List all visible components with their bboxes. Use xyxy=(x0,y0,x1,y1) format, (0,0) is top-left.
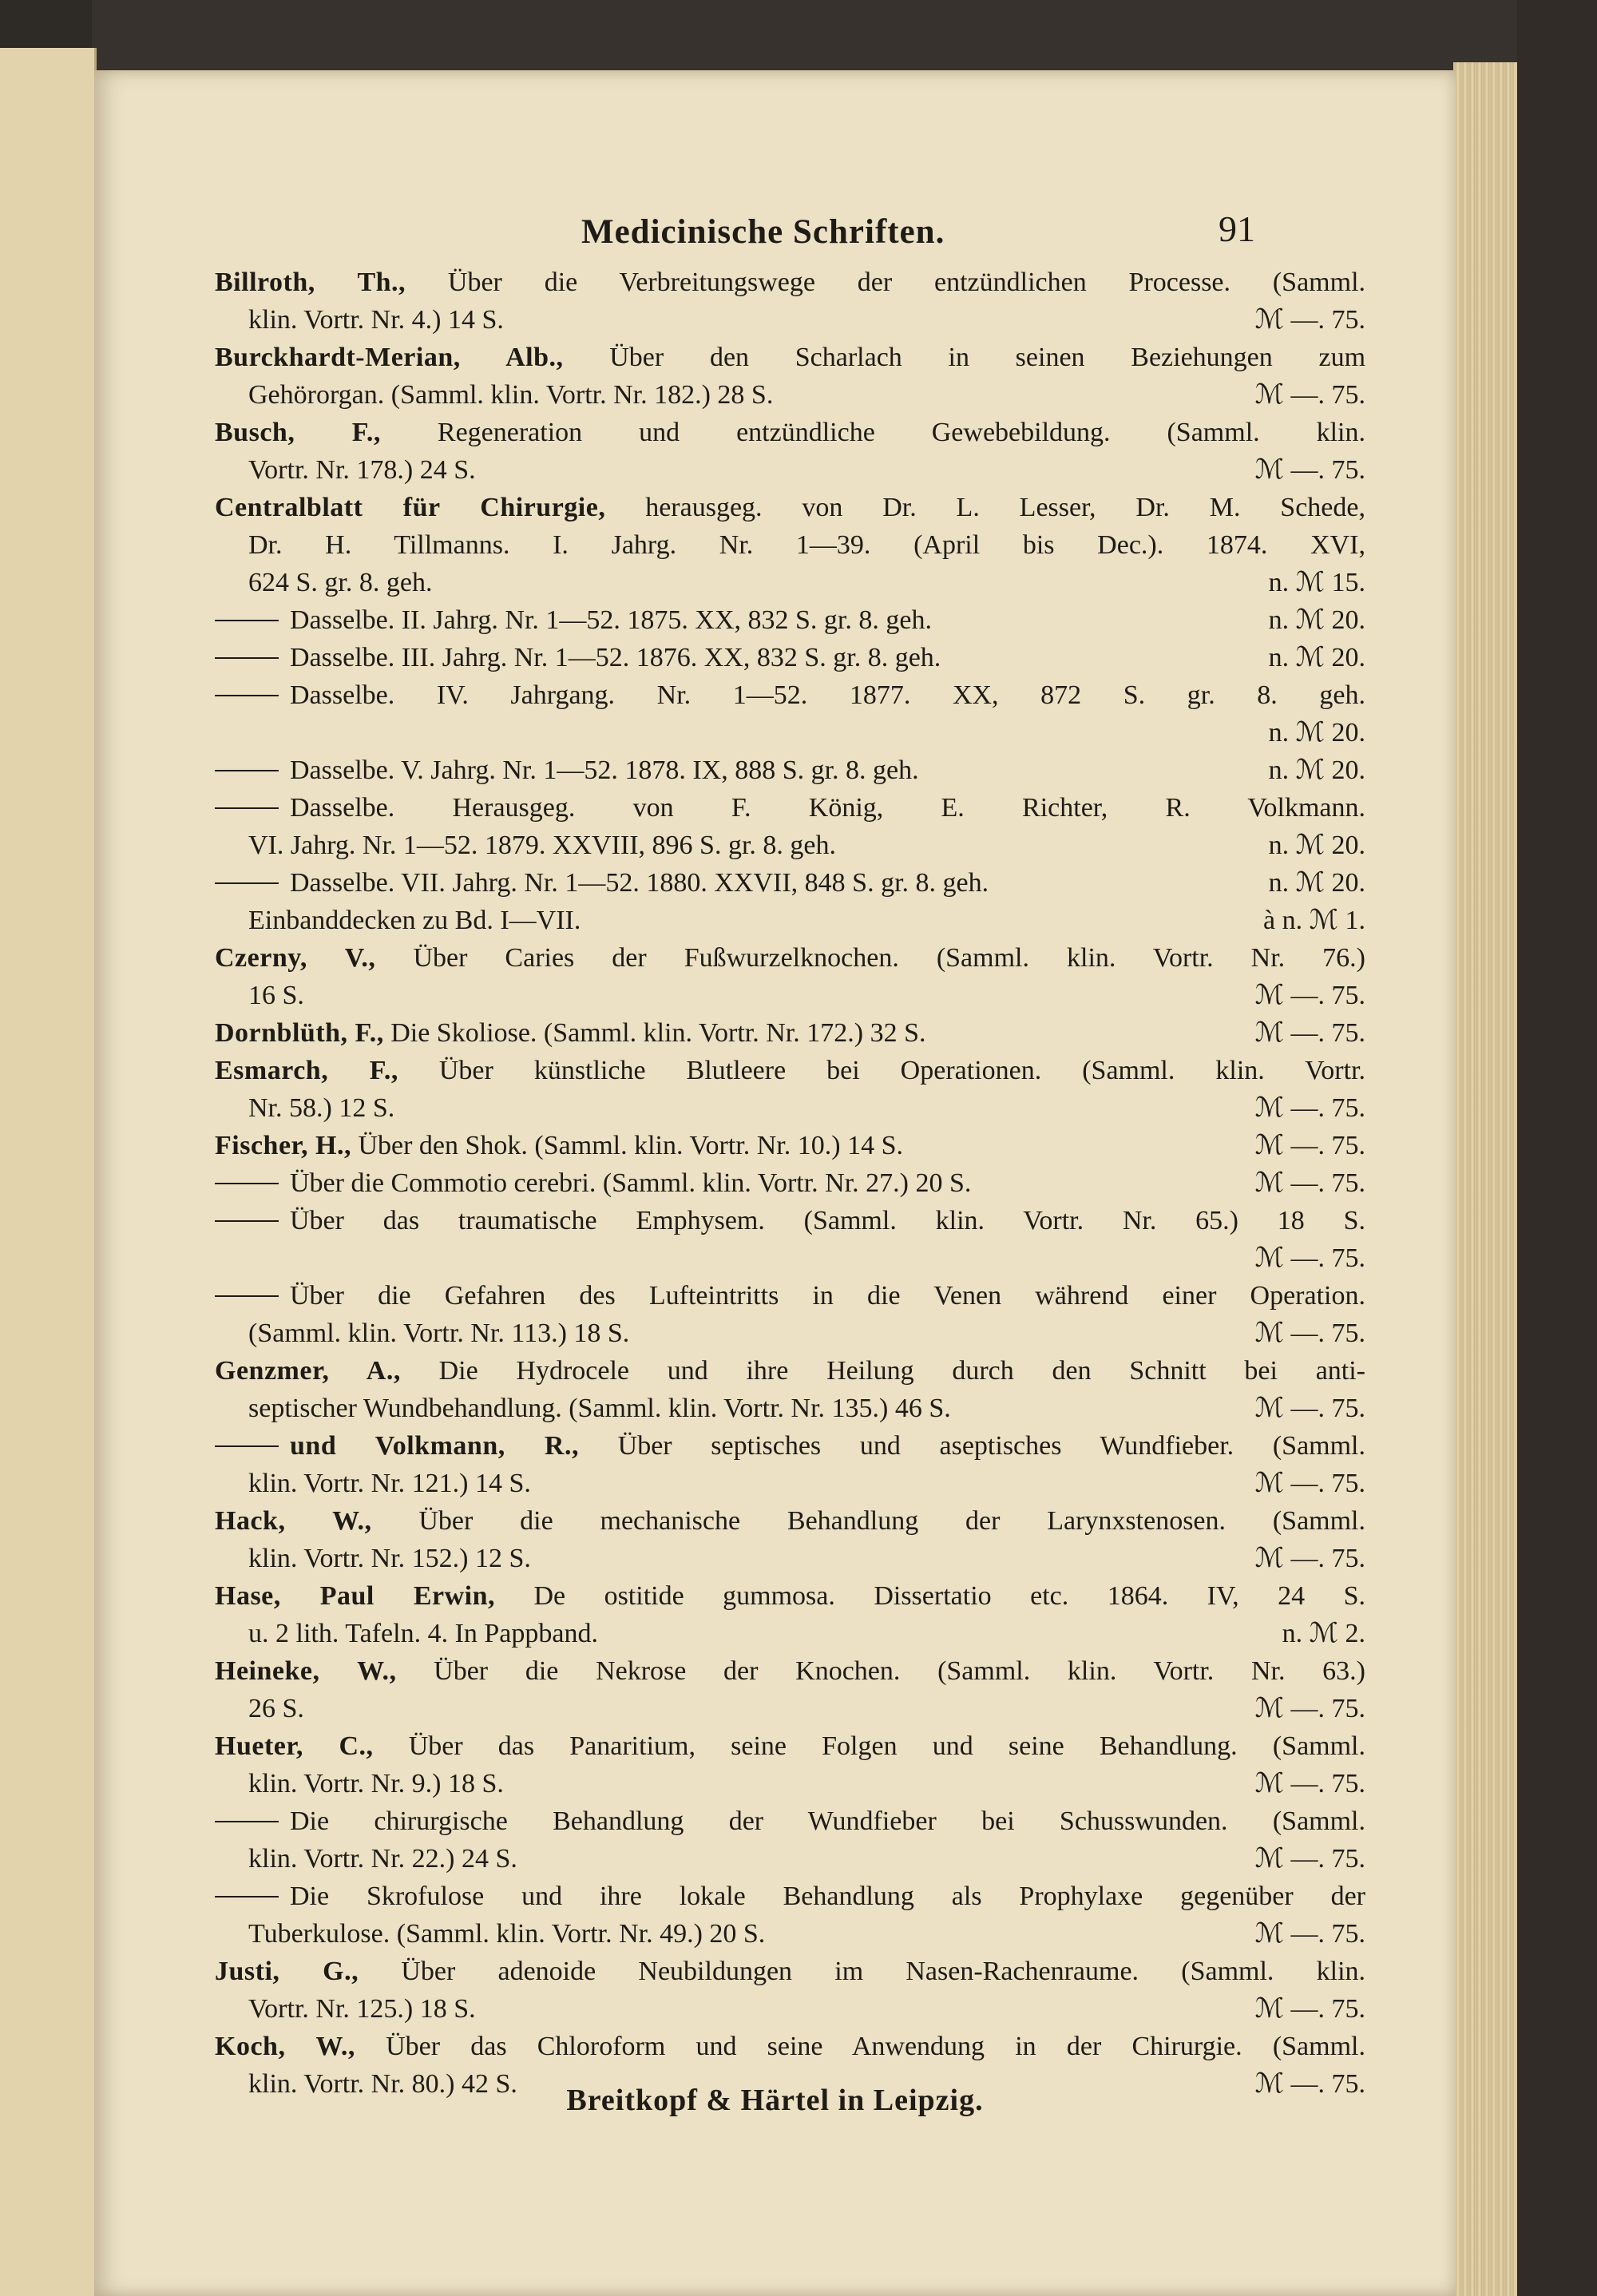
entry-line-first xyxy=(215,1014,1365,1052)
catalog-entry xyxy=(215,864,1365,939)
entry-text-group xyxy=(215,1656,1365,1686)
entry-line-continued xyxy=(215,1390,1365,1427)
entry-text: Vortr. Nr. 125.) 18 S. xyxy=(248,1994,476,2024)
entry-text-group xyxy=(215,343,1365,372)
catalog-entry xyxy=(215,339,1365,414)
author-name: Genzmer, A., xyxy=(215,1356,401,1386)
entry-text: De ostitide gummosa. Dissertatio etc. 1864. IV, 24 S. xyxy=(533,1581,1365,1611)
entry-price: ℳ —. 75. xyxy=(1254,1319,1365,1348)
entry-text-group xyxy=(215,1356,1365,1386)
entry-text: Über künstliche Blutleere bei Operationen. (Samml. klin. Vortr. xyxy=(438,1056,1366,1085)
entry-line-first xyxy=(215,789,1365,827)
entry-text-group xyxy=(248,827,836,864)
entry-text-group xyxy=(215,2032,1365,2061)
entry-text-group xyxy=(215,751,919,789)
author-name: Fischer, H., xyxy=(215,1131,351,1160)
entry-price: ℳ —. 75. xyxy=(1254,1844,1365,1874)
entry-text: Über die Commotio cerebri. (Samml. klin. Vortr. Nr. 27.) 20 S. xyxy=(290,1168,972,1198)
catalog-entry xyxy=(215,1727,1365,1802)
author-name: und Volkmann, R., xyxy=(290,1431,579,1461)
catalog-entry xyxy=(215,1577,1365,1652)
entry-price: ℳ —. 75. xyxy=(1254,455,1365,485)
page-number: 91 xyxy=(1219,208,1255,249)
author-name: Busch, F., xyxy=(215,418,381,447)
catalog-entry xyxy=(215,1052,1365,1127)
ditto-dash xyxy=(215,1821,279,1822)
entry-line-continued xyxy=(215,1615,1365,1652)
author-name: Heineke, W., xyxy=(215,1656,397,1686)
entry-line-first xyxy=(215,1352,1365,1390)
entry-text: herausgeg. von Dr. L. Lesser, Dr. M. Schede, xyxy=(645,493,1365,522)
catalog-entry xyxy=(215,264,1365,339)
entry-text-group xyxy=(215,1056,1365,1085)
entry-line-continued xyxy=(215,902,1365,939)
entry-text: klin. Vortr. Nr. 4.) 14 S. xyxy=(248,305,504,335)
entry-text-group xyxy=(248,1690,304,1727)
author-name: Esmarch, F., xyxy=(215,1056,398,1085)
entry-text-group xyxy=(215,639,941,676)
entry-line-continued xyxy=(215,1089,1365,1127)
entry-text: Über die Verbreitungswege der entzündlichen Processe. (Samml. xyxy=(447,268,1366,297)
entry-text-group xyxy=(248,1840,517,1878)
ditto-dash xyxy=(215,1295,279,1297)
entry-text-group xyxy=(248,1465,531,1502)
entry-line-first xyxy=(215,1577,1365,1615)
ditto-dash xyxy=(215,882,279,884)
ditto-dash xyxy=(215,807,279,809)
catalog-entries xyxy=(215,264,1365,2103)
entry-text: Über das Panaritium, seine Folgen und seine Behandlung. (Samml. xyxy=(408,1731,1365,1761)
entry-line-first xyxy=(215,1652,1365,1690)
entry-text-group xyxy=(215,601,932,639)
entry-text: Über das Chloroform und seine Anwendung in der Chirurgie. (Samml. xyxy=(386,2032,1365,2061)
entry-line-continued xyxy=(215,1690,1365,1727)
entry-text-group xyxy=(215,268,1365,297)
entry-price: ℳ —. 75. xyxy=(1254,1469,1365,1498)
entry-text-group xyxy=(248,1915,765,1953)
entry-text-group xyxy=(248,1615,598,1652)
entry-line-continued xyxy=(215,376,1365,414)
entry-text-group xyxy=(215,418,1365,447)
entry-text-group xyxy=(215,864,989,902)
entry-text: Die Skoliose. (Samml. klin. Vortr. Nr. 172.) 32 S. xyxy=(390,1018,926,1048)
entry-text-group xyxy=(248,451,476,489)
entry-text-group xyxy=(215,1431,1365,1461)
catalog-entry xyxy=(215,1277,1365,1352)
catalog-entry xyxy=(215,1352,1365,1427)
catalog-entry xyxy=(215,751,1365,789)
entry-text: Dasselbe. IV. Jahrgang. Nr. 1—52. 1877. XX, 872 S. gr. 8. geh. xyxy=(290,680,1365,710)
ditto-dash xyxy=(215,1220,279,1222)
entry-price: ℳ —. 75. xyxy=(1254,1994,1365,2024)
entry-line-first xyxy=(215,751,1365,789)
author-name: Hack, W., xyxy=(215,1506,372,1536)
entry-text: Dasselbe. III. Jahrg. Nr. 1—52. 1876. XX, 832 S. gr. 8. geh. xyxy=(290,643,941,672)
entry-text: Über die Nekrose der Knochen. (Samml. klin. Vortr. Nr. 63.) xyxy=(434,1656,1366,1686)
entry-text: Die Skrofulose und ihre lokale Behandlung als Prophylaxe gegenüber der xyxy=(290,1882,1365,1911)
entry-text: (Samml. klin. Vortr. Nr. 113.) 18 S. xyxy=(248,1319,630,1348)
entry-line-continued xyxy=(215,451,1365,489)
entry-line-first xyxy=(215,1727,1365,1765)
entry-text: VI. Jahrg. Nr. 1—52. 1879. XXVIII, 896 S. gr. 8. geh. xyxy=(248,831,836,860)
ditto-dash xyxy=(215,1445,279,1447)
entry-price: ℳ —. 75. xyxy=(1254,1544,1365,1573)
entry-price: ℳ —. 75. xyxy=(1254,981,1365,1010)
entry-line-continued xyxy=(215,1765,1365,1802)
facing-page-edge xyxy=(0,48,97,2296)
entry-line-first xyxy=(215,864,1365,902)
ditto-dash xyxy=(215,1896,279,1897)
entry-text-group xyxy=(215,1731,1365,1761)
entry-text-group xyxy=(215,1164,971,1202)
entry-text: Dr. H. Tillmanns. I. Jahrg. Nr. 1—39. (April bis Dec.). 1874. XVI, xyxy=(248,530,1365,560)
entry-text: Über den Scharlach in seinen Beziehungen zum xyxy=(609,343,1366,372)
entry-text: 16 S. xyxy=(248,981,304,1010)
ditto-dash xyxy=(215,695,279,696)
entry-text: Über das traumatische Emphysem. (Samml. klin. Vortr. Nr. 65.) 18 S. xyxy=(290,1206,1365,1235)
entry-price: n. ℳ 2. xyxy=(1282,1619,1365,1648)
entry-price: ℳ —. 75. xyxy=(1254,1168,1365,1198)
entry-text-group xyxy=(215,1206,1365,1235)
page-header xyxy=(94,190,1456,254)
entry-text: Dasselbe. V. Jahrg. Nr. 1—52. 1878. IX, 888 S. gr. 8. geh. xyxy=(290,755,919,785)
entry-text-group xyxy=(248,902,581,939)
entry-line-first xyxy=(215,939,1365,977)
entry-text-group xyxy=(215,1281,1365,1311)
author-name: Dornblüth, F., xyxy=(215,1018,384,1048)
entry-text: Über den Shok. (Samml. klin. Vortr. Nr. 10.) 14 S. xyxy=(358,1131,903,1160)
entry-line-continued xyxy=(215,1990,1365,2028)
entry-text: 624 S. gr. 8. geh. xyxy=(248,568,433,597)
entry-text-group xyxy=(248,1990,476,2028)
entry-price: ℳ —. 75. xyxy=(1254,1919,1365,1949)
entry-text: Über septisches und aseptisches Wundfieber. (Samml. xyxy=(617,1431,1366,1461)
entry-text: klin. Vortr. Nr. 152.) 12 S. xyxy=(248,1544,531,1573)
catalog-entry xyxy=(215,939,1365,1014)
entry-text-group xyxy=(215,1957,1365,1986)
entry-line-first xyxy=(215,1052,1365,1089)
entry-text-group xyxy=(248,564,432,601)
entry-price: ℳ —. 75. xyxy=(1254,1243,1365,1273)
book-cover-right xyxy=(1517,0,1597,2296)
entry-price: ℳ —. 75. xyxy=(1254,2069,1365,2099)
entry-text-group xyxy=(215,1506,1365,1536)
entry-text: Einbanddecken zu Bd. I—VII. xyxy=(248,906,581,935)
catalog-entry xyxy=(215,676,1365,751)
entry-text: Über die mechanische Behandlung der Larynxstenosen. (Samml. xyxy=(418,1506,1366,1536)
entry-text: u. 2 lith. Tafeln. 4. In Pappband. xyxy=(248,1619,598,1648)
entry-text: Dasselbe. Herausgeg. von F. König, E. Richter, R. Volkmann. xyxy=(290,793,1365,823)
entry-text-group xyxy=(248,1089,394,1127)
entry-line-first xyxy=(215,676,1365,714)
catalog-entry xyxy=(215,1953,1365,2028)
entry-text: klin. Vortr. Nr. 121.) 14 S. xyxy=(248,1469,531,1498)
entry-text-group xyxy=(215,1882,1365,1911)
author-name: Koch, W., xyxy=(215,2032,355,2061)
entry-text-group xyxy=(248,376,773,414)
entry-text-group xyxy=(248,977,304,1014)
catalog-entry xyxy=(215,601,1365,639)
entry-line-continued xyxy=(215,564,1365,601)
entry-text-group xyxy=(248,1390,951,1427)
author-name: Billroth, Th., xyxy=(215,268,406,297)
entry-text: Vortr. Nr. 178.) 24 S. xyxy=(248,455,476,485)
catalog-entry xyxy=(215,789,1365,864)
entry-line-continued xyxy=(215,1540,1365,1577)
entry-text-group xyxy=(248,1315,629,1352)
catalog-entry xyxy=(215,489,1365,601)
entry-line-continued xyxy=(215,977,1365,1014)
entry-text-group xyxy=(215,943,1365,973)
entry-line-first xyxy=(215,1277,1365,1315)
entry-text-group xyxy=(248,530,1365,560)
entry-text: Dasselbe. VII. Jahrg. Nr. 1—52. 1880. XXVII, 848 S. gr. 8. geh. xyxy=(290,868,989,898)
entry-text: klin. Vortr. Nr. 9.) 18 S. xyxy=(248,1769,504,1798)
entry-text: Nr. 58.) 12 S. xyxy=(248,1093,395,1123)
book-cover-top xyxy=(0,0,1597,76)
entry-text: Über Caries der Fußwurzelknochen. (Samml. klin. Vortr. Nr. 76.) xyxy=(413,943,1366,973)
entry-text-group xyxy=(248,1765,504,1802)
author-name: Justi, G., xyxy=(215,1957,359,1986)
entry-line-first xyxy=(215,1502,1365,1540)
ditto-dash xyxy=(215,1183,279,1184)
entry-line-first xyxy=(215,1802,1365,1840)
entry-text: Tuberkulose. (Samml. klin. Vortr. Nr. 49.) 20 S. xyxy=(248,1919,766,1949)
entry-line-first xyxy=(215,414,1365,451)
catalog-entry xyxy=(215,1652,1365,1727)
entry-text: Die chirurgische Behandlung der Wundfieber bei Schusswunden. (Samml. xyxy=(290,1806,1365,1836)
entry-line-first xyxy=(215,264,1365,301)
catalog-entry xyxy=(215,1202,1365,1277)
catalog-entry xyxy=(215,1427,1365,1502)
entry-line-first xyxy=(215,1127,1365,1164)
entry-line-first xyxy=(215,339,1365,376)
entry-text-group xyxy=(215,1127,903,1164)
entry-text: klin. Vortr. Nr. 22.) 24 S. xyxy=(248,1844,517,1874)
catalog-entry xyxy=(215,414,1365,489)
entry-line-continued xyxy=(215,827,1365,864)
catalog-entry xyxy=(215,1014,1365,1052)
author-name: Czerny, V., xyxy=(215,943,376,973)
entry-text-group xyxy=(215,1581,1365,1611)
entry-text: 26 S. xyxy=(248,1694,304,1723)
entry-text-group xyxy=(215,493,1365,522)
entry-line-continued xyxy=(215,1315,1365,1352)
entry-text: Die Hydrocele und ihre Heilung durch den Schnitt bei anti- xyxy=(438,1356,1365,1386)
entry-price: n. ℳ 20. xyxy=(1268,755,1365,785)
entry-line-continued xyxy=(215,1465,1365,1502)
publisher-imprint: Breitkopf & Härtel in Leipzig. xyxy=(566,2084,984,2117)
author-name: Hase, Paul Erwin, xyxy=(215,1581,495,1611)
entry-text-group xyxy=(215,1014,925,1052)
author-name: Burckhardt-Merian, Alb., xyxy=(215,343,564,372)
entry-line-first xyxy=(215,639,1365,676)
entry-line-continued xyxy=(215,1915,1365,1953)
entry-text-group xyxy=(215,1806,1365,1836)
entry-text: Dasselbe. II. Jahrg. Nr. 1—52. 1875. XX, 832 S. gr. 8. geh. xyxy=(290,605,932,635)
entry-line-first xyxy=(215,1427,1365,1465)
entry-price: ℳ —. 75. xyxy=(1254,1394,1365,1423)
catalog-entry xyxy=(215,1502,1365,1577)
entry-line-first xyxy=(215,1164,1365,1202)
entry-line-continued xyxy=(215,526,1365,564)
entry-line-first xyxy=(215,1953,1365,1990)
entry-price: ℳ —. 75. xyxy=(1254,1018,1365,1048)
entry-text: septischer Wundbehandlung. (Samml. klin. Vortr. Nr. 135.) 46 S. xyxy=(248,1394,951,1423)
entry-line-first xyxy=(215,1878,1365,1915)
ditto-dash xyxy=(215,620,279,621)
entry-line-first xyxy=(215,601,1365,639)
page-title: Medicinische Schriften. xyxy=(581,213,945,251)
entry-text-group xyxy=(215,680,1365,710)
catalog-entry xyxy=(215,639,1365,676)
entry-line-continued xyxy=(215,1840,1365,1878)
entry-text-group xyxy=(248,301,504,339)
entry-line-first xyxy=(215,489,1365,526)
entry-line-first xyxy=(215,1202,1365,1239)
entry-price: n. ℳ 20. xyxy=(1268,605,1365,635)
entry-text: klin. Vortr. Nr. 80.) 42 S. xyxy=(248,2069,517,2099)
entry-price: n. ℳ 20. xyxy=(1268,643,1365,672)
entry-price: n. ℳ 20. xyxy=(1268,718,1365,747)
entry-price: n. ℳ 20. xyxy=(1268,868,1365,898)
entry-price: ℳ —. 75. xyxy=(1254,1769,1365,1798)
entry-text-group xyxy=(248,1540,531,1577)
author-name: Centralblatt für Chirurgie, xyxy=(215,493,606,522)
page-stack-edge xyxy=(1453,62,1517,2296)
entry-price: ℳ —. 75. xyxy=(1254,305,1365,335)
entry-text: Über die Gefahren des Lufteintritts in die Venen während einer Operation. xyxy=(290,1281,1365,1311)
entry-price: ℳ —. 75. xyxy=(1254,380,1365,410)
entry-price: n. ℳ 20. xyxy=(1268,831,1365,860)
entry-line-continued xyxy=(215,301,1365,339)
catalog-entry xyxy=(215,1127,1365,1164)
entry-price: ℳ —. 75. xyxy=(1254,1093,1365,1123)
ditto-dash xyxy=(215,770,279,771)
entry-text-group xyxy=(215,793,1365,823)
entry-text: Regeneration und entzündliche Gewebebildung. (Samml. klin. xyxy=(437,418,1366,447)
catalog-entry xyxy=(215,1802,1365,1878)
catalog-entry xyxy=(215,1878,1365,1953)
catalog-entry xyxy=(215,1164,1365,1202)
catalog-page xyxy=(94,70,1456,2296)
entry-line-first xyxy=(215,2028,1365,2065)
author-name: Hueter, C., xyxy=(215,1731,374,1761)
entry-price: ℳ —. 75. xyxy=(1254,1131,1365,1160)
entry-text: Gehörorgan. (Samml. klin. Vortr. Nr. 182.) 28 S. xyxy=(248,380,774,410)
entry-text: Über adenoide Neubildungen im Nasen-Rachenraume. (Samml. klin. xyxy=(401,1957,1366,1986)
entry-price: ℳ —. 75. xyxy=(1254,1694,1365,1723)
entry-price: à n. ℳ 1. xyxy=(1263,906,1365,935)
ditto-dash xyxy=(215,657,279,659)
entry-price: n. ℳ 15. xyxy=(1268,568,1365,597)
